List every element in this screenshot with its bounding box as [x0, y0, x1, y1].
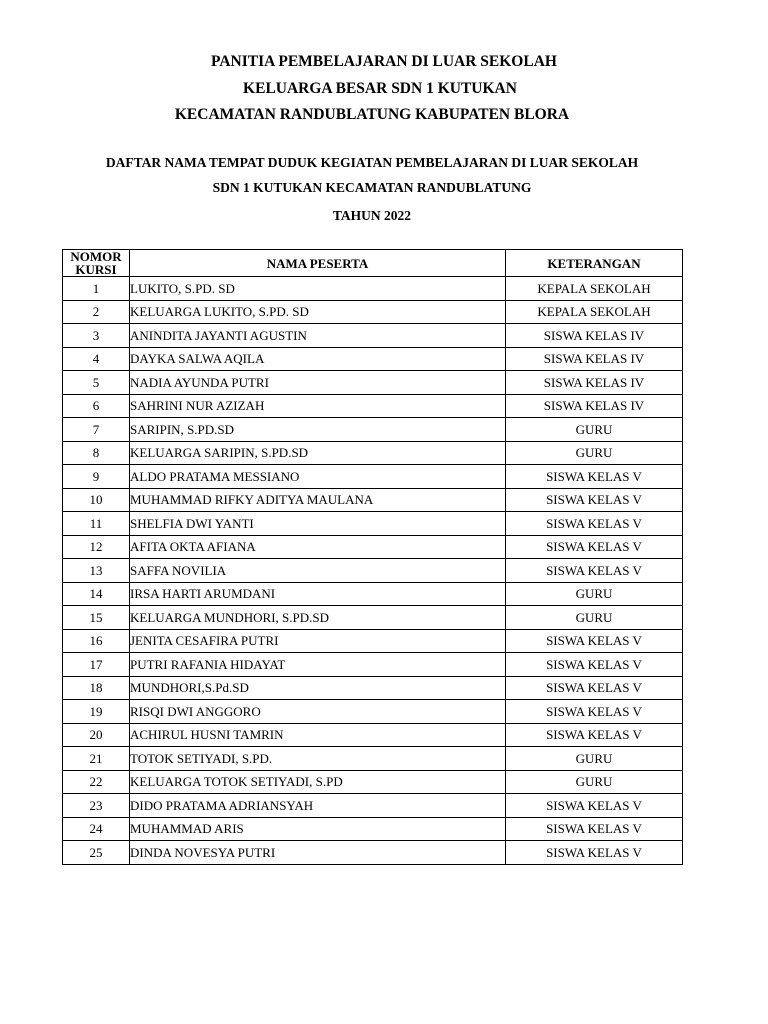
table-row [63, 629, 683, 653]
remarks-cell: SISWA KELAS V [506, 817, 683, 841]
participant-name-cell: PUTRI RAFANIA HIDAYAT [130, 653, 506, 677]
remarks-cell: SISWA KELAS V [506, 700, 683, 724]
remarks-cell: KEPALA SEKOLAH [506, 300, 683, 324]
remarks-cell: SISWA KELAS V [506, 512, 683, 536]
table-row [63, 512, 683, 536]
seat-number-cell: 12 [63, 535, 130, 559]
seat-number-cell: 8 [63, 441, 130, 465]
header-remarks: KETERANGAN [506, 250, 683, 277]
participant-name-cell: SAHRINI NUR AZIZAH [130, 394, 506, 418]
remarks-cell: KEPALA SEKOLAH [506, 277, 683, 301]
participant-name-cell: AFITA OKTA AFIANA [130, 535, 506, 559]
remarks-cell: SISWA KELAS V [506, 559, 683, 583]
participant-name-cell: SAFFA NOVILIA [130, 559, 506, 583]
participant-name-cell: DAYKA SALWA AQILA [130, 347, 506, 371]
participant-name-cell: ANINDITA JAYANTI AGUSTIN [130, 324, 506, 348]
participant-name-cell: MUNDHORI,S.Pd.SD [130, 676, 506, 700]
table-row [63, 606, 683, 630]
participant-name-cell: NADIA AYUNDA PUTRI [130, 371, 506, 395]
title-district: KECAMATAN RANDUBLATUNG KABUPATEN BLORA [174, 106, 570, 123]
seat-number-cell: 9 [63, 465, 130, 489]
remarks-cell: SISWA KELAS IV [506, 371, 683, 395]
table-row [63, 747, 683, 771]
table-row [63, 582, 683, 606]
remarks-cell: GURU [506, 418, 683, 442]
participant-name-cell: KELUARGA LUKITO, S.PD. SD [130, 300, 506, 324]
seat-number-cell: 6 [63, 394, 130, 418]
remarks-cell: SISWA KELAS V [506, 629, 683, 653]
table-row [63, 676, 683, 700]
participant-name-cell: SHELFIA DWI YANTI [130, 512, 506, 536]
remarks-cell: SISWA KELAS V [506, 841, 683, 865]
table-row [63, 418, 683, 442]
remarks-cell: SISWA KELAS IV [506, 394, 683, 418]
table-row [63, 488, 683, 512]
remarks-cell: GURU [506, 606, 683, 630]
table-row [63, 841, 683, 865]
participant-name-cell: LUKITO, S.PD. SD [130, 277, 506, 301]
header-participant-name: NAMA PESERTA [130, 250, 506, 277]
seat-number-cell: 10 [63, 488, 130, 512]
remarks-cell: SISWA KELAS V [506, 723, 683, 747]
table-row [63, 441, 683, 465]
remarks-cell: GURU [506, 770, 683, 794]
seat-number-cell: 23 [63, 794, 130, 818]
table-row [63, 723, 683, 747]
table-row [63, 465, 683, 489]
header-seat-number-line1: NOMOR [70, 249, 122, 264]
remarks-cell: GURU [506, 747, 683, 771]
participant-name-cell: DINDA NOVESYA PUTRI [130, 841, 506, 865]
seat-number-cell: 15 [63, 606, 130, 630]
seat-number-cell: 21 [63, 747, 130, 771]
subtitle-list: DAFTAR NAMA TEMPAT DUDUK KEGIATAN PEMBELAJARAN DI LUAR SEKOLAH [105, 155, 639, 170]
table-row [63, 277, 683, 301]
participant-name-cell: IRSA HARTI ARUMDANI [130, 582, 506, 606]
table-row [63, 347, 683, 371]
table-row [63, 794, 683, 818]
seat-number-cell: 11 [63, 512, 130, 536]
remarks-cell: GURU [506, 441, 683, 465]
table-row [63, 394, 683, 418]
participant-name-cell: KELUARGA TOTOK SETIYADI, S.PD [130, 770, 506, 794]
seat-number-cell: 20 [63, 723, 130, 747]
subtitle-school: SDN 1 KUTUKAN KECAMATAN RANDUBLATUNG [212, 180, 532, 195]
participant-name-cell: SARIPIN, S.PD.SD [130, 418, 506, 442]
table-row [63, 700, 683, 724]
subtitle-year: TAHUN 2022 [332, 208, 412, 223]
title-family: KELUARGA BESAR SDN 1 KUTUKAN [243, 80, 517, 97]
table-row [63, 817, 683, 841]
header-seat-number-line2: KURSI [75, 262, 117, 277]
seat-number-cell: 3 [63, 324, 130, 348]
seat-number-cell: 25 [63, 841, 130, 865]
remarks-cell: GURU [506, 582, 683, 606]
seat-number-cell: 24 [63, 817, 130, 841]
table-row [63, 300, 683, 324]
table-row [63, 559, 683, 583]
seat-number-cell: 17 [63, 653, 130, 677]
seat-number-cell: 2 [63, 300, 130, 324]
participant-name-cell: RISQI DWI ANGGORO [130, 700, 506, 724]
remarks-cell: SISWA KELAS V [506, 794, 683, 818]
participant-name-cell: TOTOK SETIYADI, S.PD. [130, 747, 506, 771]
remarks-cell: SISWA KELAS V [506, 488, 683, 512]
header-seat-number [63, 250, 130, 277]
remarks-cell: SISWA KELAS IV [506, 324, 683, 348]
seating-table [62, 249, 683, 865]
remarks-cell: SISWA KELAS V [506, 653, 683, 677]
seat-number-cell: 13 [63, 559, 130, 583]
seat-number-cell: 14 [63, 582, 130, 606]
remarks-cell: SISWA KELAS V [506, 535, 683, 559]
remarks-cell: SISWA KELAS IV [506, 347, 683, 371]
table-row [63, 324, 683, 348]
seat-number-cell: 16 [63, 629, 130, 653]
table-row [63, 770, 683, 794]
seat-number-cell: 4 [63, 347, 130, 371]
title-committee: PANITIA PEMBELAJARAN DI LUAR SEKOLAH [211, 53, 557, 70]
remarks-cell: SISWA KELAS V [506, 465, 683, 489]
seat-number-cell: 5 [63, 371, 130, 395]
participant-name-cell: DIDO PRATAMA ADRIANSYAH [130, 794, 506, 818]
seat-number-cell: 18 [63, 676, 130, 700]
table-header-row [63, 250, 683, 277]
remarks-cell: SISWA KELAS V [506, 676, 683, 700]
seat-number-cell: 19 [63, 700, 130, 724]
seat-number-cell: 22 [63, 770, 130, 794]
participant-name-cell: ACHIRUL HUSNI TAMRIN [130, 723, 506, 747]
table-row [63, 371, 683, 395]
participant-name-cell: JENITA CESAFIRA PUTRI [130, 629, 506, 653]
seat-number-cell: 1 [63, 277, 130, 301]
table-row [63, 653, 683, 677]
participant-name-cell: ALDO PRATAMA MESSIANO [130, 465, 506, 489]
participant-name-cell: MUHAMMAD ARIS [130, 817, 506, 841]
table-row [63, 535, 683, 559]
seat-number-cell: 7 [63, 418, 130, 442]
participant-name-cell: KELUARGA MUNDHORI, S.PD.SD [130, 606, 506, 630]
participant-name-cell: KELUARGA SARIPIN, S.PD.SD [130, 441, 506, 465]
participant-name-cell: MUHAMMAD RIFKY ADITYA MAULANA [130, 488, 506, 512]
